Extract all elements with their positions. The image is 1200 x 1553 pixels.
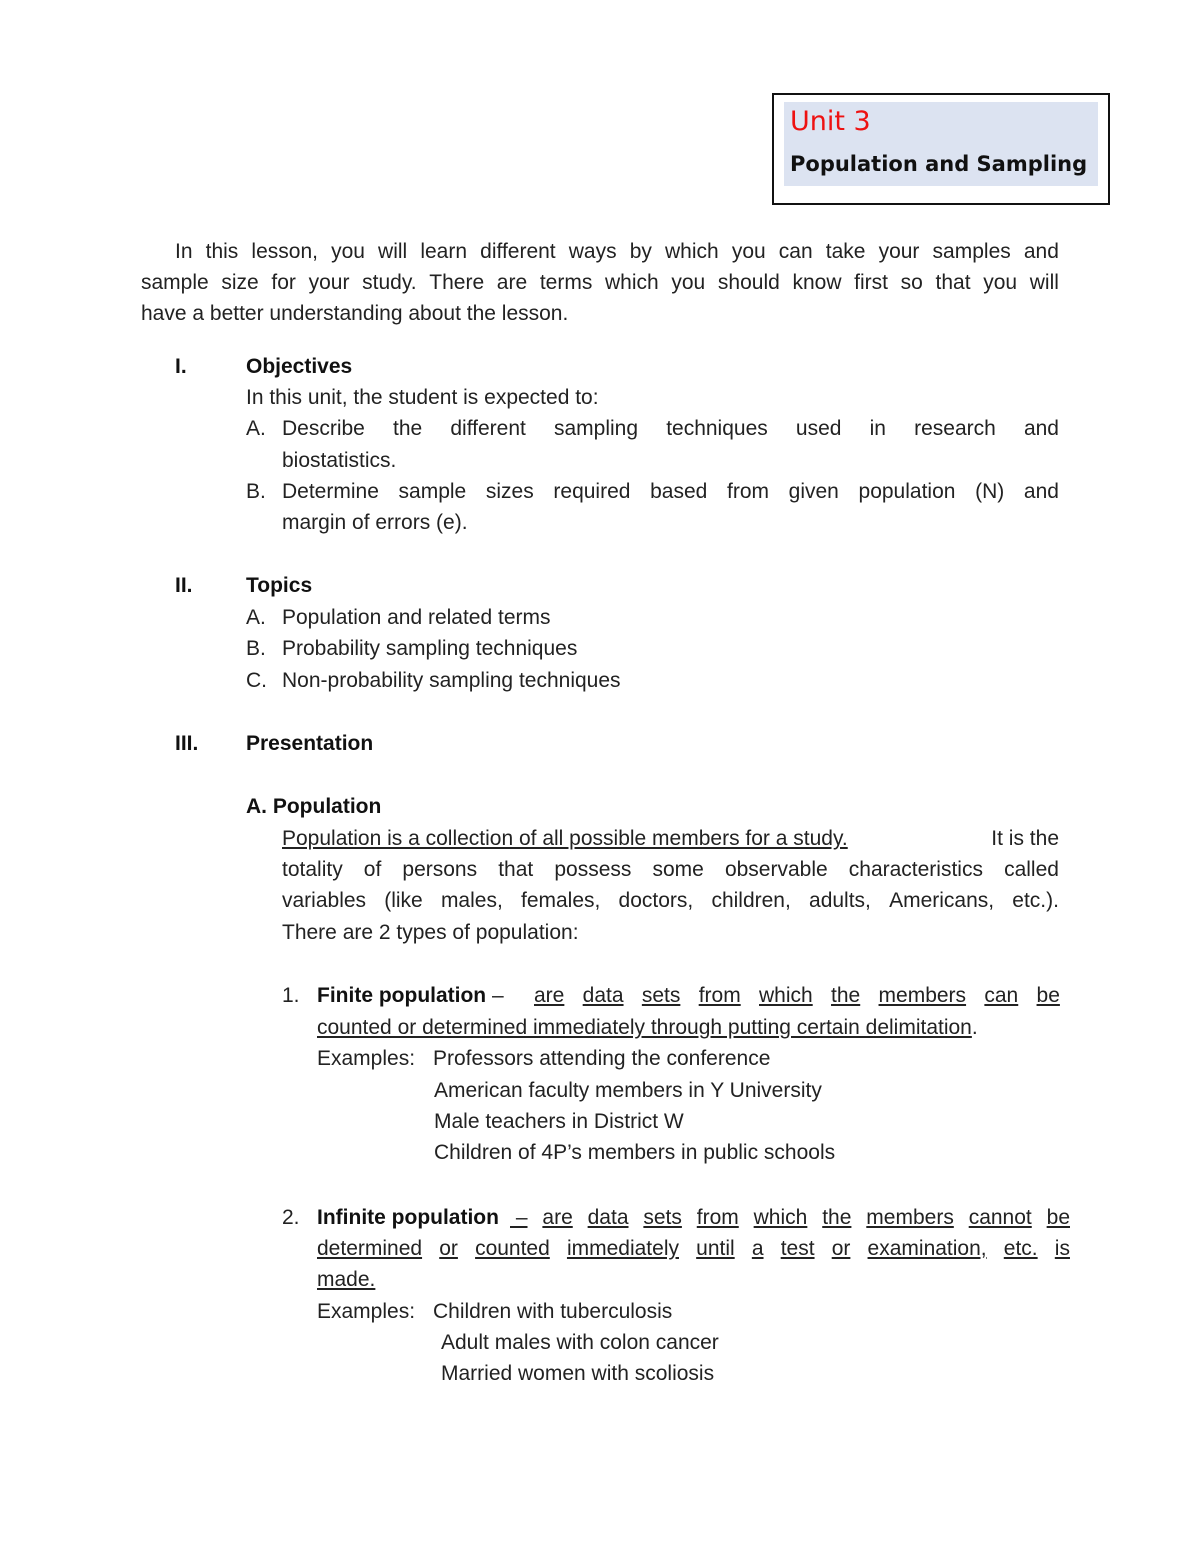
objectives-numeral: I. — [175, 355, 187, 378]
word: are — [542, 1206, 573, 1229]
word: etc. — [1003, 1237, 1038, 1260]
word: members — [866, 1206, 954, 1229]
infinite-example-3: Married women with scoliosis — [441, 1362, 715, 1385]
word: which — [665, 240, 719, 263]
word: used — [795, 417, 842, 440]
intro-line-1 — [175, 240, 1059, 264]
objective-a-line-2: biostatistics. — [282, 449, 397, 472]
word: characteristics — [848, 858, 983, 881]
word: be — [1036, 984, 1060, 1007]
topic-a-text: Population and related terms — [282, 606, 551, 629]
word: are — [496, 271, 528, 294]
word: counted — [475, 1237, 550, 1260]
word: There — [429, 271, 485, 294]
finite-example-2: American faculty members in Y University — [434, 1079, 822, 1102]
word: learn — [420, 240, 468, 263]
infinite-example-1: Children with tuberculosis — [433, 1300, 673, 1323]
population-definition-line-3 — [282, 889, 1059, 913]
objective-b-line-2: margin of errors (e). — [282, 511, 468, 534]
word: males, — [440, 889, 503, 912]
word: the — [831, 984, 861, 1007]
word: that — [498, 858, 534, 881]
objective-a-letter: A. — [246, 417, 266, 440]
word: which — [753, 1206, 808, 1229]
word: determined — [317, 1237, 423, 1260]
word: cannot — [968, 1206, 1032, 1229]
finite-line-1 — [317, 984, 510, 1008]
word: be — [1046, 1206, 1070, 1229]
word: you — [671, 271, 706, 294]
word: which — [759, 984, 813, 1007]
topics-numeral: II. — [175, 574, 193, 597]
word: or — [439, 1237, 458, 1260]
word: sampling — [554, 417, 639, 440]
objective-b-letter: B. — [246, 480, 266, 503]
word: adults, — [809, 889, 871, 912]
word: variables — [282, 889, 367, 912]
word: so — [900, 271, 923, 294]
word: members — [878, 984, 967, 1007]
word: can — [984, 984, 1019, 1007]
word: some — [652, 858, 704, 881]
population-definition-rest: It is the — [985, 827, 1059, 850]
word: In — [175, 240, 193, 263]
infinite-examples-label: Examples: — [317, 1300, 416, 1323]
finite-example-3: Male teachers in District W — [434, 1110, 684, 1133]
word: etc.). — [1012, 889, 1059, 912]
word: a — [751, 1237, 764, 1260]
finite-definition-period: . — [971, 1016, 978, 1039]
word: lesson, — [251, 240, 318, 263]
word: data — [587, 1206, 629, 1229]
word: know — [792, 271, 842, 294]
word: females, — [520, 889, 601, 912]
word: – — [510, 1206, 528, 1229]
infinite-example-2: Adult males with colon cancer — [441, 1331, 719, 1354]
word: test — [780, 1237, 815, 1260]
word: Americans, — [889, 889, 995, 912]
word: from — [696, 1206, 739, 1229]
word: examination, — [867, 1237, 987, 1260]
population-definition-line-4: There are 2 types of population: — [282, 921, 579, 944]
word: (N) — [975, 480, 1005, 503]
intro-line-2 — [141, 271, 1059, 295]
word: sets — [641, 984, 681, 1007]
objective-b-line-1 — [282, 480, 1059, 504]
word: Determine — [282, 480, 379, 503]
word: totality — [282, 858, 343, 881]
word: and — [1023, 480, 1059, 503]
word: immediately — [566, 1237, 679, 1260]
word: are — [534, 984, 565, 1007]
population-definition-underlined: Population is a collection of all possible members for a study. — [282, 827, 848, 850]
word: is — [1054, 1237, 1070, 1260]
word: sample — [141, 271, 209, 294]
word: Describe — [282, 417, 365, 440]
word: population — [858, 480, 956, 503]
word: you — [983, 271, 1018, 294]
word: of — [363, 858, 382, 881]
word: possess — [554, 858, 632, 881]
word: until — [696, 1237, 735, 1260]
word: the — [393, 417, 423, 440]
word: should — [717, 271, 780, 294]
finite-definition-line-2-text: counted or determined immediately through putting certain delimitation — [317, 1016, 972, 1039]
word: the — [822, 1206, 852, 1229]
intro-line-3: have a better understanding about the lesson. — [141, 302, 569, 325]
infinite-term: Infinite population — [317, 1206, 499, 1229]
objective-a-line-1 — [282, 417, 1059, 441]
word: research — [914, 417, 996, 440]
infinite-definition-line-1 — [510, 1206, 1070, 1230]
word: based — [650, 480, 708, 503]
word: you — [331, 240, 365, 263]
finite-dash: – — [486, 984, 510, 1007]
word: terms — [539, 271, 593, 294]
finite-example-4: Children of 4P’s members in public schools — [434, 1141, 836, 1164]
unit-label: Unit 3 — [790, 106, 871, 137]
population-definition-line-1 — [282, 827, 1059, 851]
word: your — [878, 240, 920, 263]
word: and — [1023, 240, 1059, 263]
word: doctors, — [618, 889, 694, 912]
word: different — [450, 417, 526, 440]
word: which — [605, 271, 659, 294]
topic-b-text: Probability sampling techniques — [282, 637, 578, 660]
word: will — [1029, 271, 1059, 294]
word: observable — [724, 858, 828, 881]
finite-number: 1. — [282, 984, 300, 1007]
word: sets — [643, 1206, 682, 1229]
word: techniques — [666, 417, 768, 440]
finite-definition-line-2 — [317, 1016, 978, 1040]
word: samples — [932, 240, 1011, 263]
unit-header-box — [772, 93, 1110, 205]
word: sample — [398, 480, 467, 503]
word: by — [629, 240, 652, 263]
word: from — [698, 984, 741, 1007]
population-definition-line-2 — [282, 858, 1059, 882]
word: persons — [402, 858, 478, 881]
word: and — [1023, 417, 1059, 440]
word: or — [831, 1237, 851, 1260]
word: will — [378, 240, 408, 263]
word: in — [869, 417, 886, 440]
infinite-definition-line-2 — [317, 1237, 1070, 1261]
word: this — [205, 240, 239, 263]
objectives-heading: Objectives — [246, 355, 353, 378]
word: take — [825, 240, 866, 263]
word: study. — [362, 271, 417, 294]
word: called — [1004, 858, 1059, 881]
word: first — [854, 271, 888, 294]
word: you — [731, 240, 766, 263]
word: data — [582, 984, 624, 1007]
finite-example-1: Professors attending the conference — [433, 1047, 771, 1070]
presentation-numeral: III. — [175, 732, 199, 755]
topic-c-letter: C. — [246, 669, 267, 692]
population-subheading: A. Population — [246, 795, 382, 818]
word: your — [308, 271, 350, 294]
word: (like — [384, 889, 423, 912]
word: size — [221, 271, 259, 294]
word: for — [271, 271, 296, 294]
word: sizes — [485, 480, 534, 503]
infinite-number: 2. — [282, 1206, 300, 1229]
topic-a-letter: A. — [246, 606, 266, 629]
word: ways — [568, 240, 617, 263]
word: from — [727, 480, 769, 503]
word: children, — [711, 889, 791, 912]
unit-title: Population and Sampling — [790, 152, 1088, 176]
infinite-definition-line-3: made. — [317, 1268, 376, 1291]
topics-heading: Topics — [246, 574, 313, 597]
topic-c-text: Non-probability sampling techniques — [282, 669, 621, 692]
word: that — [935, 271, 971, 294]
presentation-heading: Presentation — [246, 732, 374, 755]
word: required — [553, 480, 631, 503]
finite-term: Finite population — [317, 984, 487, 1007]
finite-definition-line-1 — [534, 984, 1060, 1008]
objectives-lead: In this unit, the student is expected to: — [246, 386, 599, 409]
word: given — [788, 480, 839, 503]
word: can — [778, 240, 813, 263]
finite-examples-label: Examples: — [317, 1047, 416, 1070]
word: different — [480, 240, 556, 263]
unit-header-fill — [784, 102, 1098, 186]
topic-b-letter: B. — [246, 637, 266, 660]
